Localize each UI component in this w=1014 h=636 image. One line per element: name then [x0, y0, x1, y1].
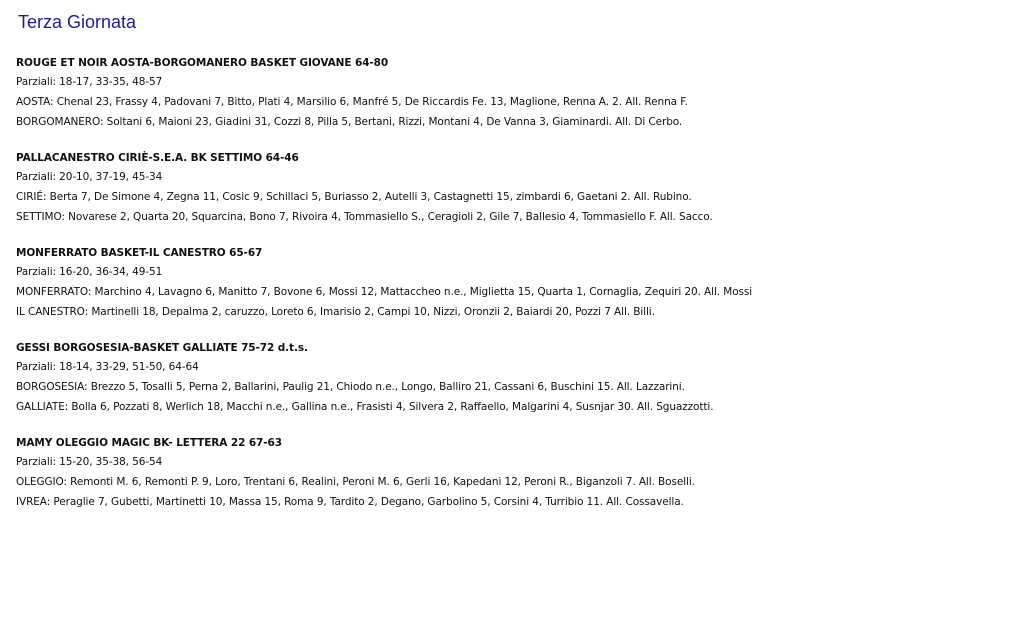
game-report	[16, 244, 1006, 322]
game-report	[16, 54, 1006, 132]
home-team-scorers: CIRIÉ: Berta 7, De Simone 4, Zegna 11, Cosic 9, Schillaci 5, Buriasso 2, Autelli 3, Castagnetti 15, zimbardi 6, Gaetani 2. All. Rubino.	[16, 191, 692, 203]
home-team-scorers: AOSTA: Chenal 23, Frassy 4, Padovani 7, Bitto, Plati 4, Marsilio 6, Manfré 5, De Riccardis Fe. 13, Maglione, Renna A. 2. All. Renna F.	[16, 96, 688, 108]
match-title: PALLACANESTRO CIRIÈ-S.E.A. BK SETTIMO 64-46	[16, 152, 299, 164]
away-team-scorers: SETTIMO: Novarese 2, Quarta 20, Squarcina, Bono 7, Rivoira 4, Tommasiello S., Ceragioli 2, Gile 7, Ballesio 4, Tommasiello F. All. Sacco.	[16, 211, 713, 223]
away-team-scorers: BORGOMANERO: Soltani 6, Maioni 23, Giadini 31, Cozzi 8, Pilla 5, Bertani, Rizzi, Montani 4, De Vanna 3, Giaminardi. All. Di Cerbo.	[16, 116, 683, 128]
partials: Parziali: 20-10, 37-19, 45-34	[16, 171, 163, 183]
partials: Parziali: 15-20, 35-38, 56-54	[16, 456, 163, 468]
partials: Parziali: 18-14, 33-29, 51-50, 64-64	[16, 361, 199, 373]
home-team-scorers: BORGOSESIA: Brezzo 5, Tosalli 5, Perna 2, Ballarini, Paulig 21, Chiodo n.e., Longo, Balliro 21, Cassani 6, Buschini 15. All. Lazzarini.	[16, 381, 685, 393]
page-content	[16, 10, 1006, 529]
match-title: MONFERRATO BASKET-IL CANESTRO 65-67	[16, 247, 263, 259]
game-report	[16, 339, 1006, 417]
home-team-scorers: MONFERRATO: Marchino 4, Lavagno 6, Manitto 7, Bovone 6, Mossi 12, Mattaccheo n.e., Miglietta 15, Quarta 1, Cornaglia, Zequiri 20. All. Mossi	[16, 286, 753, 298]
match-title: GESSI BORGOSESIA-BASKET GALLIATE 75-72 d.t.s.	[16, 342, 308, 354]
away-team-scorers: IL CANESTRO: Martinelli 18, Depalma 2, caruzzo, Loreto 6, Imarisio 2, Campi 10, Nizzi, Oronzii 2, Baiardi 20, Pozzi 7 All. Billi.	[16, 306, 655, 318]
home-team-scorers: OLEGGIO: Remonti M. 6, Remonti P. 9, Loro, Trentani 6, Realini, Peroni M. 6, Gerli 16, Kapedani 12, Peroni R., Biganzoli 7. All. Boselli.	[16, 476, 695, 488]
away-team-scorers: IVREA: Peraglie 7, Gubetti, Martinetti 10, Massa 15, Roma 9, Tardito 2, Degano, Garbolino 5, Corsini 4, Turribio 11. All. Cossavella.	[16, 496, 684, 508]
game-report	[16, 434, 1006, 512]
away-team-scorers: GALLIATE: Bolla 6, Pozzati 8, Werlich 18, Macchi n.e., Gallina n.e., Frasisti 4, Silvera 2, Raffaello, Malgarini 4, Susnjar 30. All. Sguazzotti.	[16, 401, 714, 413]
match-title: ROUGE ET NOIR AOSTA-BORGOMANERO BASKET GIOVANE 64-80	[16, 57, 389, 69]
games-list	[16, 54, 1006, 512]
partials: Parziali: 18-17, 33-35, 48-57	[16, 76, 163, 88]
game-report	[16, 149, 1006, 227]
match-title: MAMY OLEGGIO MAGIC BK- LETTERA 22 67-63	[16, 437, 282, 449]
page-title: Terza Giornata	[18, 12, 137, 32]
partials: Parziali: 16-20, 36-34, 49-51	[16, 266, 163, 278]
